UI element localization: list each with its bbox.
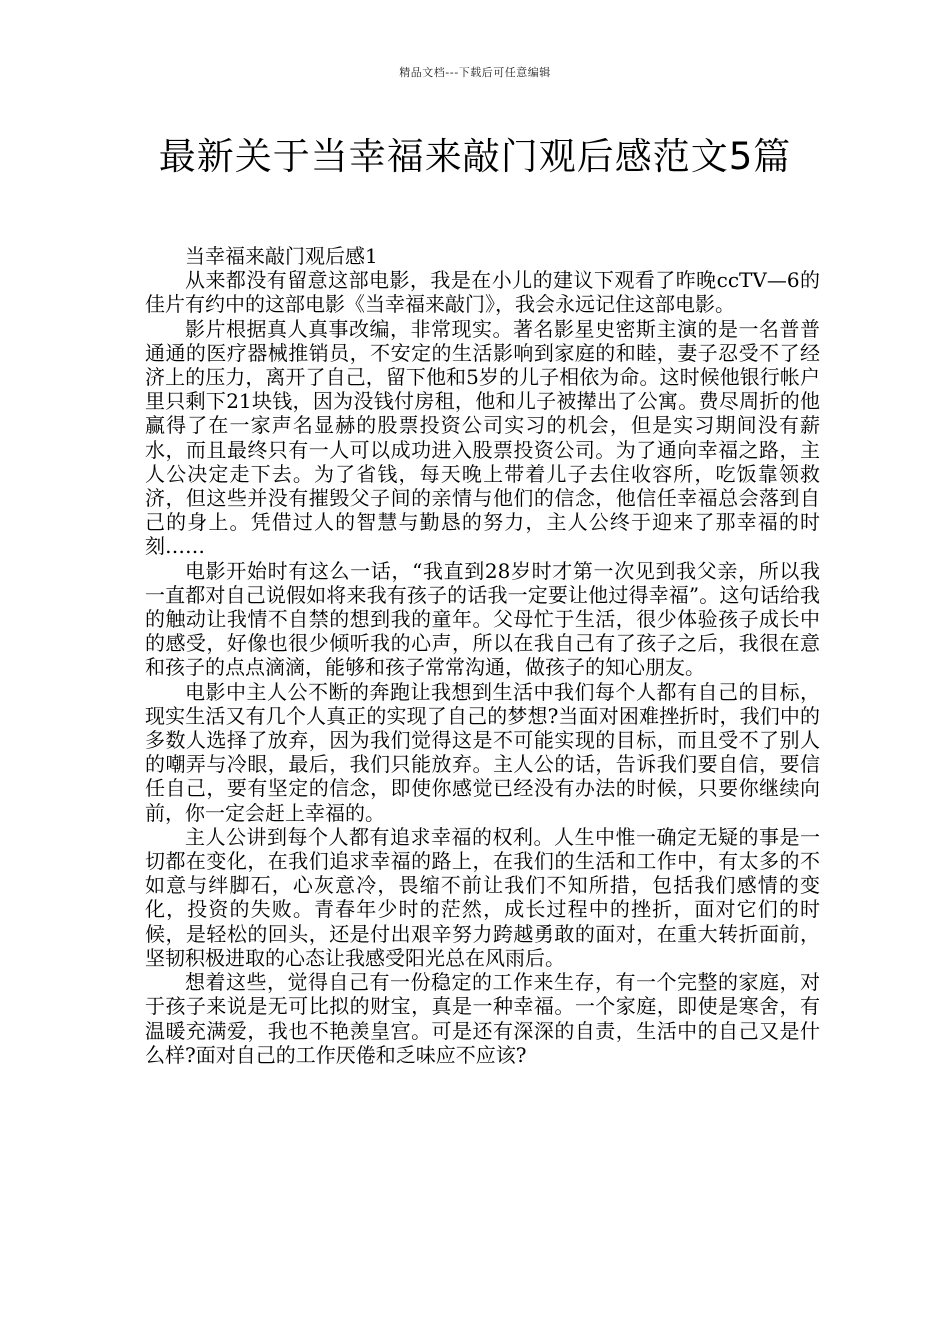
header-note: 精品文档---下载后可任意编辑 [399, 66, 551, 79]
paragraph: 从来都没有留意这部电影，我是在小儿的建议下观看了昨晚ccTV—6的佳片有约中的这部电影《当幸福来敲门》，我会永远记住这部电影。 [145, 268, 820, 317]
paragraph: 电影中主人公不断的奔跑让我想到生活中我们每个人都有自己的目标，现实生活又有几个人真正的实现了自己的梦想?当面对困难挫折时，我们中的多数人选择了放弃，因为我们觉得这是不可能实现的目标，而且受不了别人的嘲弄与冷眼，最后，我们只能放弃。主人公的话，告诉我们要自信，要信任自己，要有坚定的信念，即使你感觉已经没有办法的时候，只要你继续向前，你一定会赶上幸福的。 [145, 679, 820, 825]
document-title: 最新关于当幸福来敲门观后感范文5篇 [158, 135, 792, 178]
paragraph: 影片根据真人真事改编，非常现实。著名影星史密斯主演的是一名普普通通的医疗器械推销员，不安定的生活影响到家庭的和睦，妻子忍受不了经济上的压力，离开了自己，留下他和5岁的儿子相依为命。这时候他银行帐户里只剩下21块钱，因为没钱付房租，他和儿子被撵出了公寓。费尽周折的他赢得了在一家声名显赫的股票投资公司实习的机会，但是实习期间没有薪水，而且最终只有一人可以成功进入股票投资公司。为了通向幸福之路，主人公决定走下去。为了省钱，每天晚上带着儿子去住收容所，吃饭靠领救济，但这些并没有摧毁父子间的亲情与他们的信念，他信任幸福总会落到自己的身上。凭借过人的智慧与勤恳的努力，主人公终于迎来了那幸福的时刻…… [145, 316, 820, 559]
document-body [145, 244, 820, 1067]
paragraph: 电影开始时有这么一话，“我直到28岁时才第一次见到我父亲，所以我一直都对自己说假如将来我有孩子的话我一定要让他过得幸福”。这句话给我的触动让我情不自禁的想到我的童年。父母忙于生活，很少体验孩子成长中的感受，好像也很少倾听我的心声，所以在我自己有了孩子之后，我很在意和孩子的点点滴滴，能够和孩子常常沟通，做孩子的知心朋友。 [145, 558, 820, 680]
section-heading: 当幸福来敲门观后感1 [185, 244, 378, 268]
paragraph: 主人公讲到每个人都有追求幸福的权利。人生中惟一确定无疑的事是一切都在变化，在我们追求幸福的路上，在我们的生活和工作中，有太多的不如意与绊脚石，心灰意冷，畏缩不前让我们不知所措，包括我们感情的变化，投资的失败。青春年少时的茫然，成长过程中的挫折，面对它们的时候，是轻松的回头，还是付出艰辛努力跨越勇敢的面对，在重大转折面前，坚韧积极进取的心态让我感受阳光总在风雨后。 [145, 824, 820, 970]
paragraph: 想着这些，觉得自己有一份稳定的工作来生存，有一个完整的家庭，对于孩子来说是无可比拟的财宝，真是一种幸福。一个家庭，即使是寒舍，有温暖充满爱，我也不艳羡皇宫。可是还有深深的自责，生活中的自己又是什么样?面对自己的工作厌倦和乏味应不应该? [145, 970, 820, 1067]
